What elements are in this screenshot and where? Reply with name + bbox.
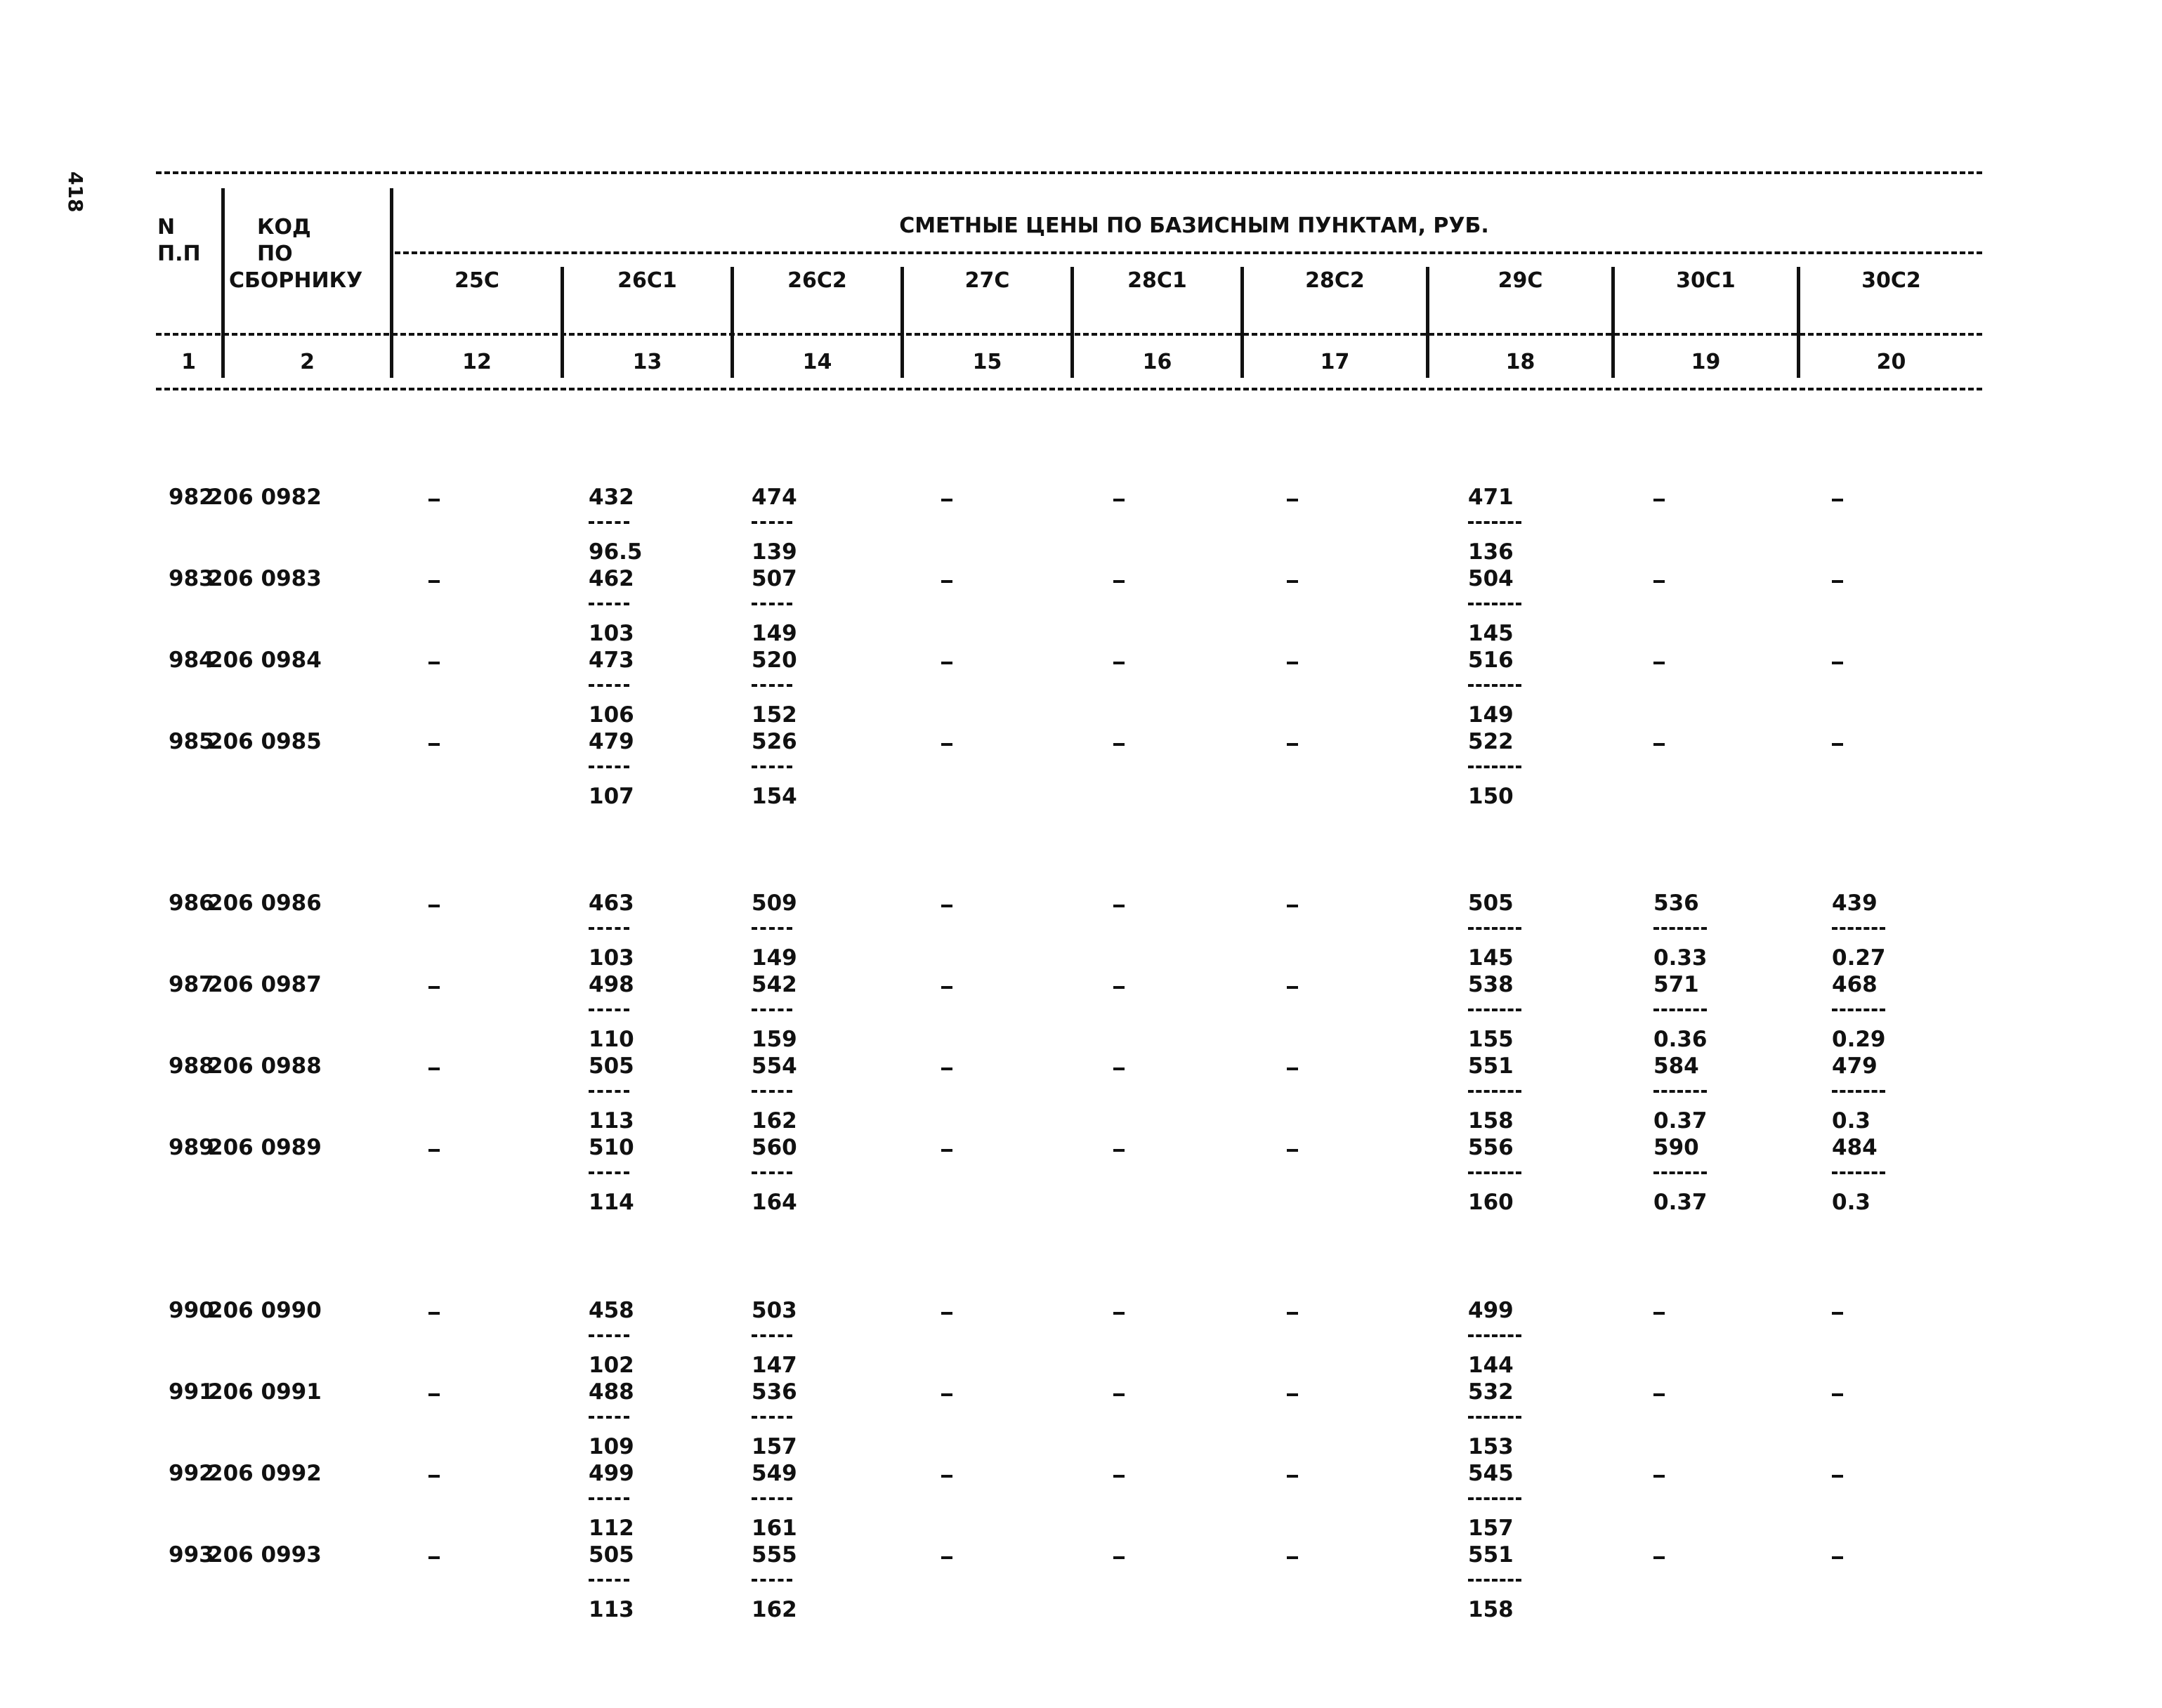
empty-value-dash [1832, 580, 1843, 583]
price-subvalue: 157 [752, 1434, 797, 1459]
fraction-bar [1832, 1090, 1885, 1093]
price-value: 522 [1468, 729, 1514, 754]
fraction-bar [1468, 1334, 1521, 1337]
row-number: 983 [169, 566, 214, 591]
price-subvalue: 109 [589, 1434, 634, 1459]
price-value: 505 [1468, 891, 1514, 916]
col-head-30c2: 30С2 [1861, 268, 1921, 293]
fraction-bar [1468, 1009, 1521, 1011]
price-subvalue: 162 [752, 1108, 797, 1134]
price-value: 551 [1468, 1542, 1514, 1568]
fraction-bar [589, 1497, 629, 1500]
price-value: 499 [1468, 1298, 1514, 1323]
empty-value-dash [1653, 743, 1665, 746]
col-head-30c1: 30С1 [1676, 268, 1736, 293]
price-value: 479 [1832, 1053, 1878, 1079]
price-subvalue: 144 [1468, 1353, 1514, 1378]
price-value: 554 [752, 1053, 797, 1079]
empty-value-dash [1653, 1475, 1665, 1478]
fraction-bar [1468, 1416, 1521, 1419]
price-value: 590 [1653, 1135, 1699, 1160]
empty-value-dash [941, 986, 952, 989]
empty-value-dash [428, 499, 440, 501]
fraction-bar [752, 1009, 792, 1011]
empty-value-dash [1113, 1068, 1125, 1070]
price-value: 439 [1832, 891, 1878, 916]
empty-value-dash [1113, 1475, 1125, 1478]
price-subvalue: 96.5 [589, 539, 643, 565]
col-num-1: 1 [181, 350, 196, 374]
fraction-bar [589, 766, 629, 768]
row-code: 206 0992 [208, 1461, 322, 1486]
empty-value-dash [1113, 580, 1125, 583]
row-number: 992 [169, 1461, 214, 1486]
empty-value-dash [1287, 986, 1298, 989]
fraction-bar [752, 1334, 792, 1337]
col-head-26c1: 26С1 [617, 268, 677, 293]
empty-value-dash [428, 743, 440, 746]
empty-value-dash [1287, 499, 1298, 501]
price-subvalue: 110 [589, 1027, 634, 1052]
fraction-bar [589, 1171, 629, 1174]
empty-value-dash [1113, 662, 1125, 664]
price-subvalue: 157 [1468, 1516, 1514, 1541]
price-subvalue: 103 [589, 621, 634, 646]
price-subvalue: 113 [589, 1597, 634, 1622]
fraction-bar [1468, 603, 1521, 605]
row-number: 988 [169, 1053, 214, 1079]
empty-value-dash [428, 580, 440, 583]
fraction-bar [752, 766, 792, 768]
fraction-bar [1832, 1009, 1885, 1011]
price-value: 432 [589, 485, 634, 510]
empty-value-dash [1287, 1475, 1298, 1478]
row-number: 990 [169, 1298, 214, 1323]
header-pp: П.П [157, 242, 201, 266]
empty-value-dash [428, 662, 440, 664]
price-value: 549 [752, 1461, 797, 1486]
price-subvalue: 149 [752, 945, 797, 971]
fraction-bar [589, 1334, 629, 1337]
row-code: 206 0986 [208, 891, 322, 916]
price-value: 542 [752, 972, 797, 997]
price-subvalue: 159 [752, 1027, 797, 1052]
empty-value-dash [1113, 1312, 1125, 1315]
price-subvalue: 150 [1468, 784, 1514, 809]
price-value: 536 [1653, 891, 1699, 916]
empty-value-dash [1653, 1312, 1665, 1315]
col-num-20: 20 [1876, 350, 1906, 374]
fraction-bar [1653, 1171, 1707, 1174]
fraction-bar [589, 603, 629, 605]
row-code: 206 0982 [208, 485, 322, 510]
empty-value-dash [1287, 1312, 1298, 1315]
empty-value-dash [428, 1312, 440, 1315]
fraction-bar [1832, 927, 1885, 930]
empty-value-dash [1832, 1393, 1843, 1396]
fraction-bar [752, 603, 792, 605]
price-subvalue: 0.3 [1832, 1190, 1871, 1215]
price-subvalue: 106 [589, 702, 634, 728]
group-title-rule [395, 251, 1982, 254]
col-head-29c: 29С [1498, 268, 1543, 293]
price-subvalue: 136 [1468, 539, 1514, 565]
empty-value-dash [1832, 743, 1843, 746]
price-value: 484 [1832, 1135, 1878, 1160]
empty-value-dash [941, 1068, 952, 1070]
empty-value-dash [1653, 1393, 1665, 1396]
price-subvalue: 154 [752, 784, 797, 809]
fraction-bar [752, 521, 792, 524]
col-head-26c2: 26С2 [787, 268, 847, 293]
fraction-bar [1832, 1171, 1885, 1174]
row-code: 206 0990 [208, 1298, 322, 1323]
fraction-bar [752, 1579, 792, 1582]
fraction-bar [1653, 1090, 1707, 1093]
col-num-18: 18 [1505, 350, 1535, 374]
header-mid-rule [156, 333, 1982, 336]
price-value: 538 [1468, 972, 1514, 997]
price-subvalue: 0.29 [1832, 1027, 1886, 1052]
fraction-bar [752, 1497, 792, 1500]
empty-value-dash [1832, 662, 1843, 664]
empty-value-dash [1287, 1149, 1298, 1152]
empty-value-dash [941, 1393, 952, 1396]
price-value: 505 [589, 1053, 634, 1079]
header-code-1: КОД [257, 215, 311, 239]
empty-value-dash [941, 1475, 952, 1478]
row-number: 985 [169, 729, 214, 754]
fraction-bar [1468, 1171, 1521, 1174]
price-value: 520 [752, 648, 797, 673]
price-subvalue: 161 [752, 1516, 797, 1541]
price-value: 505 [589, 1542, 634, 1568]
fraction-bar [752, 1090, 792, 1093]
col-num-13: 13 [632, 350, 662, 374]
empty-value-dash [941, 743, 952, 746]
price-value: 471 [1468, 485, 1514, 510]
col-num-17: 17 [1320, 350, 1350, 374]
price-value: 510 [589, 1135, 634, 1160]
col-head-27c: 27С [964, 268, 1010, 293]
price-subvalue: 0.36 [1653, 1027, 1708, 1052]
header-n: N [157, 215, 176, 239]
empty-value-dash [1287, 662, 1298, 664]
price-value: 479 [589, 729, 634, 754]
price-value: 509 [752, 891, 797, 916]
fraction-bar [1468, 1090, 1521, 1093]
price-subvalue: 102 [589, 1353, 634, 1378]
price-value: 571 [1653, 972, 1699, 997]
price-value: 474 [752, 485, 797, 510]
price-value: 532 [1468, 1379, 1514, 1405]
price-value: 516 [1468, 648, 1514, 673]
price-subvalue: 0.37 [1653, 1190, 1708, 1215]
empty-value-dash [1287, 1556, 1298, 1559]
col-num-16: 16 [1142, 350, 1172, 374]
empty-value-dash [1653, 580, 1665, 583]
col-head-28c2: 28С2 [1305, 268, 1365, 293]
fraction-bar [752, 1416, 792, 1419]
page-number: 418 [64, 171, 87, 213]
price-value: 463 [589, 891, 634, 916]
price-subvalue: 145 [1468, 945, 1514, 971]
row-code: 206 0985 [208, 729, 322, 754]
price-subvalue: 139 [752, 539, 797, 565]
price-subvalue: 113 [589, 1108, 634, 1134]
empty-value-dash [1832, 499, 1843, 501]
price-value: 584 [1653, 1053, 1699, 1079]
col-num-2: 2 [300, 350, 315, 374]
fraction-bar [589, 1416, 629, 1419]
fraction-bar [589, 1090, 629, 1093]
price-subvalue: 149 [752, 621, 797, 646]
fraction-bar [589, 927, 629, 930]
header-bottom-rule [156, 388, 1982, 390]
price-subvalue: 0.27 [1832, 945, 1886, 971]
fraction-bar [1468, 1579, 1521, 1582]
empty-value-dash [428, 905, 440, 907]
empty-value-dash [1113, 1393, 1125, 1396]
empty-value-dash [1113, 986, 1125, 989]
col-num-14: 14 [802, 350, 832, 374]
price-value: 462 [589, 566, 634, 591]
empty-value-dash [1832, 1312, 1843, 1315]
price-subvalue: 0.37 [1653, 1108, 1708, 1134]
price-subvalue: 103 [589, 945, 634, 971]
price-value: 473 [589, 648, 634, 673]
row-code: 206 0993 [208, 1542, 322, 1568]
price-subvalue: 158 [1468, 1108, 1514, 1134]
row-number: 982 [169, 485, 214, 510]
price-subvalue: 158 [1468, 1597, 1514, 1622]
empty-value-dash [428, 1556, 440, 1559]
row-number: 986 [169, 891, 214, 916]
price-subvalue: 149 [1468, 702, 1514, 728]
fraction-bar [589, 1579, 629, 1582]
group-title: СМЕТНЫЕ ЦЕНЫ ПО БАЗИСНЫМ ПУНКТАМ, РУБ. [899, 214, 1489, 238]
row-number: 984 [169, 648, 214, 673]
empty-value-dash [1287, 743, 1298, 746]
fraction-bar [752, 684, 792, 687]
price-value: 468 [1832, 972, 1878, 997]
price-subvalue: 107 [589, 784, 634, 809]
price-subvalue: 112 [589, 1516, 634, 1541]
fraction-bar [752, 927, 792, 930]
row-code: 206 0989 [208, 1135, 322, 1160]
fraction-bar [589, 684, 629, 687]
empty-value-dash [941, 1312, 952, 1315]
empty-value-dash [1113, 1556, 1125, 1559]
price-subvalue: 147 [752, 1353, 797, 1378]
empty-value-dash [941, 580, 952, 583]
fraction-bar [1468, 521, 1521, 524]
price-subvalue: 162 [752, 1597, 797, 1622]
header-top-rule [156, 171, 1982, 174]
price-subvalue: 164 [752, 1190, 797, 1215]
price-subvalue: 152 [752, 702, 797, 728]
row-code: 206 0983 [208, 566, 322, 591]
price-value: 560 [752, 1135, 797, 1160]
row-code: 206 0988 [208, 1053, 322, 1079]
empty-value-dash [428, 1149, 440, 1152]
col-num-19: 19 [1691, 350, 1721, 374]
col-num-15: 15 [972, 350, 1002, 374]
price-subvalue: 0.3 [1832, 1108, 1871, 1134]
row-number: 993 [169, 1542, 214, 1568]
empty-value-dash [1287, 905, 1298, 907]
empty-value-dash [941, 1556, 952, 1559]
col-num-12: 12 [462, 350, 492, 374]
fraction-bar [589, 1009, 629, 1011]
price-value: 504 [1468, 566, 1514, 591]
empty-value-dash [1113, 905, 1125, 907]
price-value: 498 [589, 972, 634, 997]
price-subvalue: 114 [589, 1190, 634, 1215]
empty-value-dash [941, 662, 952, 664]
empty-value-dash [1832, 1556, 1843, 1559]
fraction-bar [752, 1171, 792, 1174]
empty-value-dash [1653, 662, 1665, 664]
row-number: 987 [169, 972, 214, 997]
price-subvalue: 0.33 [1653, 945, 1708, 971]
col-head-25c: 25С [454, 268, 499, 293]
price-value: 555 [752, 1542, 797, 1568]
price-subvalue: 155 [1468, 1027, 1514, 1052]
fraction-bar [1468, 1497, 1521, 1500]
empty-value-dash [1113, 499, 1125, 501]
price-value: 499 [589, 1461, 634, 1486]
empty-value-dash [1653, 1556, 1665, 1559]
fraction-bar [1653, 927, 1707, 930]
price-value: 503 [752, 1298, 797, 1323]
empty-value-dash [941, 905, 952, 907]
price-value: 545 [1468, 1461, 1514, 1486]
empty-value-dash [1832, 1475, 1843, 1478]
empty-value-dash [941, 499, 952, 501]
fraction-bar [589, 521, 629, 524]
price-subvalue: 145 [1468, 621, 1514, 646]
price-value: 556 [1468, 1135, 1514, 1160]
fraction-bar [1468, 927, 1521, 930]
empty-value-dash [428, 986, 440, 989]
empty-value-dash [1113, 743, 1125, 746]
empty-value-dash [428, 1393, 440, 1396]
fraction-bar [1653, 1009, 1707, 1011]
header-code-2: ПО [257, 242, 293, 266]
price-value: 526 [752, 729, 797, 754]
empty-value-dash [428, 1068, 440, 1070]
empty-value-dash [1287, 1068, 1298, 1070]
price-subvalue: 160 [1468, 1190, 1514, 1215]
price-value: 551 [1468, 1053, 1514, 1079]
empty-value-dash [1287, 580, 1298, 583]
price-value: 488 [589, 1379, 634, 1405]
fraction-bar [1468, 684, 1521, 687]
row-number: 991 [169, 1379, 214, 1405]
col-head-28c1: 28С1 [1127, 268, 1187, 293]
empty-value-dash [1653, 499, 1665, 501]
empty-value-dash [941, 1149, 952, 1152]
empty-value-dash [1113, 1149, 1125, 1152]
price-value: 458 [589, 1298, 634, 1323]
row-number: 989 [169, 1135, 214, 1160]
row-code: 206 0987 [208, 972, 322, 997]
price-value: 536 [752, 1379, 797, 1405]
price-value: 507 [752, 566, 797, 591]
empty-value-dash [1287, 1393, 1298, 1396]
empty-value-dash [428, 1475, 440, 1478]
price-subvalue: 153 [1468, 1434, 1514, 1459]
row-code: 206 0984 [208, 648, 322, 673]
fraction-bar [1468, 766, 1521, 768]
row-code: 206 0991 [208, 1379, 322, 1405]
header-code-3: СБОРНИКУ [229, 268, 363, 293]
